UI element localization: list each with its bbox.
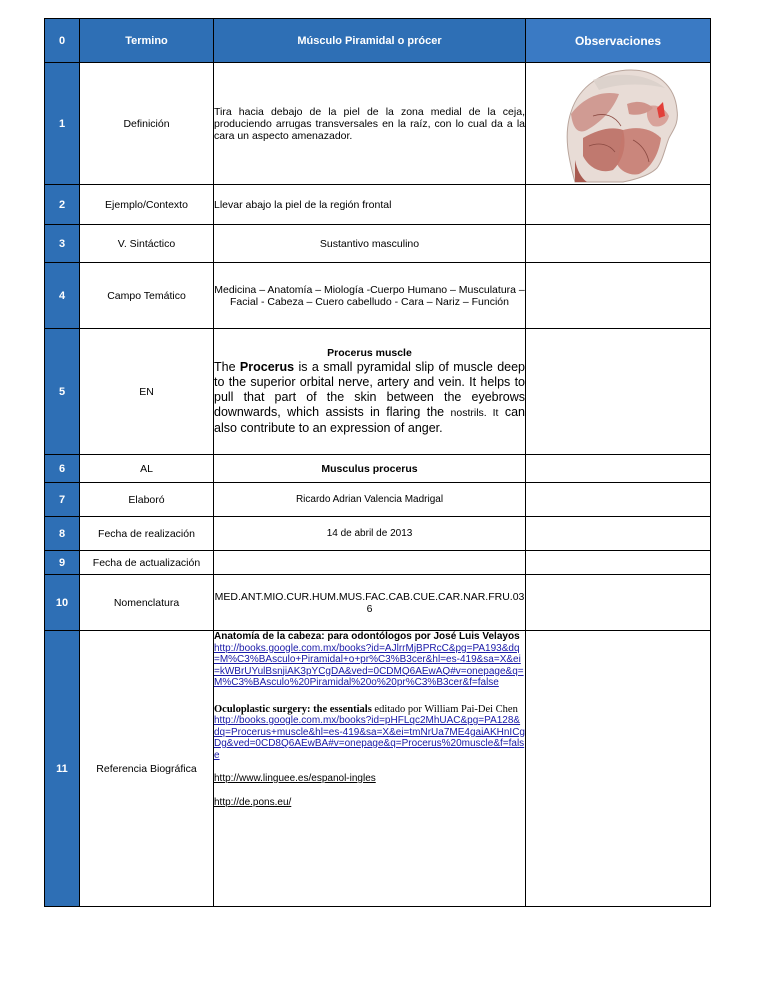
row-label: Ejemplo/Contexto — [80, 185, 214, 225]
row-label: AL — [80, 455, 214, 483]
observaciones-cell — [526, 575, 711, 631]
reference-1-title: Anatomía de la cabeza: para odontólogos por José Luis Velayos — [214, 631, 520, 642]
row-campo-tematico — [45, 263, 711, 329]
row-en — [45, 329, 711, 455]
observaciones-cell — [526, 631, 711, 907]
row-label: Fecha de actualización — [80, 551, 214, 575]
row-value — [214, 329, 526, 455]
en-body-small: nostrils. It — [450, 407, 499, 419]
row-al — [45, 455, 711, 483]
row-value: Ricardo Adrian Valencia Madrigal — [214, 483, 526, 517]
en-body-mid: is a small pyramidal slip of muscle deep to the superior orbital nerve, artery and vein. It helps to pull that part of the skin between the eyebrows downwards, which assists in flaring the — [214, 360, 526, 419]
row-value: Sustantivo masculino — [214, 225, 526, 263]
observaciones-cell — [526, 263, 711, 329]
reference-2-editor: editado por William Pai-Dei Chen — [371, 703, 518, 715]
row-label: Fecha de realización — [80, 517, 214, 551]
en-title: Procerus muscle — [327, 347, 412, 359]
row-label: Referencia Biográfica — [80, 631, 214, 907]
row-label: Campo Temático — [80, 263, 214, 329]
row-value: 14 de abril de 2013 — [214, 517, 526, 551]
row-number: 3 — [45, 225, 80, 263]
row-elaboro — [45, 483, 711, 517]
row-fecha-actualizacion — [45, 551, 711, 575]
header-num: 0 — [45, 19, 80, 63]
row-label: Definición — [80, 63, 214, 185]
row-number: 8 — [45, 517, 80, 551]
header-title: Músculo Piramidal o prócer — [214, 19, 526, 63]
row-number: 11 — [45, 631, 80, 907]
row-value — [214, 551, 526, 575]
observaciones-cell — [526, 517, 711, 551]
row-label: EN — [80, 329, 214, 455]
head-muscle-illustration — [553, 64, 683, 184]
header-row — [45, 19, 711, 63]
row-value: Llevar abajo la piel de la región frontal — [214, 185, 526, 225]
header-termino: Termino — [80, 19, 214, 63]
reference-4-link[interactable]: http://de.pons.eu/ — [214, 796, 292, 808]
header-observaciones: Observaciones — [526, 19, 711, 63]
observaciones-cell — [526, 225, 711, 263]
row-number: 4 — [45, 263, 80, 329]
en-body — [214, 360, 525, 436]
observaciones-cell — [526, 483, 711, 517]
reference-1-link[interactable]: http://books.google.com.mx/books?id=AJlrrMjBPRcC&pg=PA193&dq=M%C3%BAsculo+Piramidal+o+pr%C3%B3cer&hl=es-419&sa=X&ei=kWBrUYulBsnjiAK3pYCgDA&ved=0CDMQ6AEwAQ#v=onepage&q=M%C3%BAsculo%20Piramidal%20o%20pr%C3%B3cer&f=false — [214, 642, 524, 688]
row-value: Tira hacia debajo de la piel de la zona medial de la ceja, produciendo arrugas transversales en la raíz, con lo cual da a la cara un aspecto amenazador. — [214, 63, 526, 185]
row-definicion — [45, 63, 711, 185]
row-number: 10 — [45, 575, 80, 631]
reference-3-link[interactable]: http://www.linguee.es/espanol-ingles — [214, 773, 376, 784]
row-number: 6 — [45, 455, 80, 483]
row-number: 9 — [45, 551, 80, 575]
row-value: Musculus procerus — [214, 455, 526, 483]
row-fecha-realizacion — [45, 517, 711, 551]
row-number: 5 — [45, 329, 80, 455]
row-number: 2 — [45, 185, 80, 225]
row-number: 7 — [45, 483, 80, 517]
row-number: 1 — [45, 63, 80, 185]
reference-2-title: Oculoplastic surgery: the essentials — [214, 703, 372, 715]
row-value — [214, 631, 526, 907]
row-referencia — [45, 631, 711, 907]
row-label: Elaboró — [80, 483, 214, 517]
row-value: MED.ANT.MIO.CUR.HUM.MUS.FAC.CAB.CUE.CAR.NAR.FRU.036 — [214, 575, 526, 631]
en-body-pre: The — [214, 360, 240, 374]
row-value: Medicina – Anatomía – Miología -Cuerpo Humano – Musculatura – Facial - Cabeza – Cuero cabelludo - Cara – Nariz – Función — [214, 263, 526, 329]
observaciones-cell — [526, 329, 711, 455]
reference-2-citation — [214, 704, 525, 716]
observaciones-cell — [526, 63, 711, 185]
en-body-post: can also contribute to an expression of anger. — [214, 405, 525, 435]
en-body-term: Procerus — [239, 360, 295, 374]
observaciones-cell — [526, 185, 711, 225]
row-sintactico — [45, 225, 711, 263]
row-nomenclatura — [45, 575, 711, 631]
glossary-table — [44, 18, 711, 907]
row-ejemplo — [45, 185, 711, 225]
reference-2-link[interactable]: http://books.google.com.mx/books?id=pHFLqc2MhUAC&pg=PA128&dq=Procerus+muscle&hl=es-419&sa=X&ei=tmNrUa7ME4gaiAKHnICgDg&ved=0CD8Q6AEwBA#v=onepage&q=Procerus%20muscle&f=false — [214, 715, 525, 761]
observaciones-cell — [526, 455, 711, 483]
row-label: V. Sintáctico — [80, 225, 214, 263]
observaciones-cell — [526, 551, 711, 575]
row-label: Nomenclatura — [80, 575, 214, 631]
